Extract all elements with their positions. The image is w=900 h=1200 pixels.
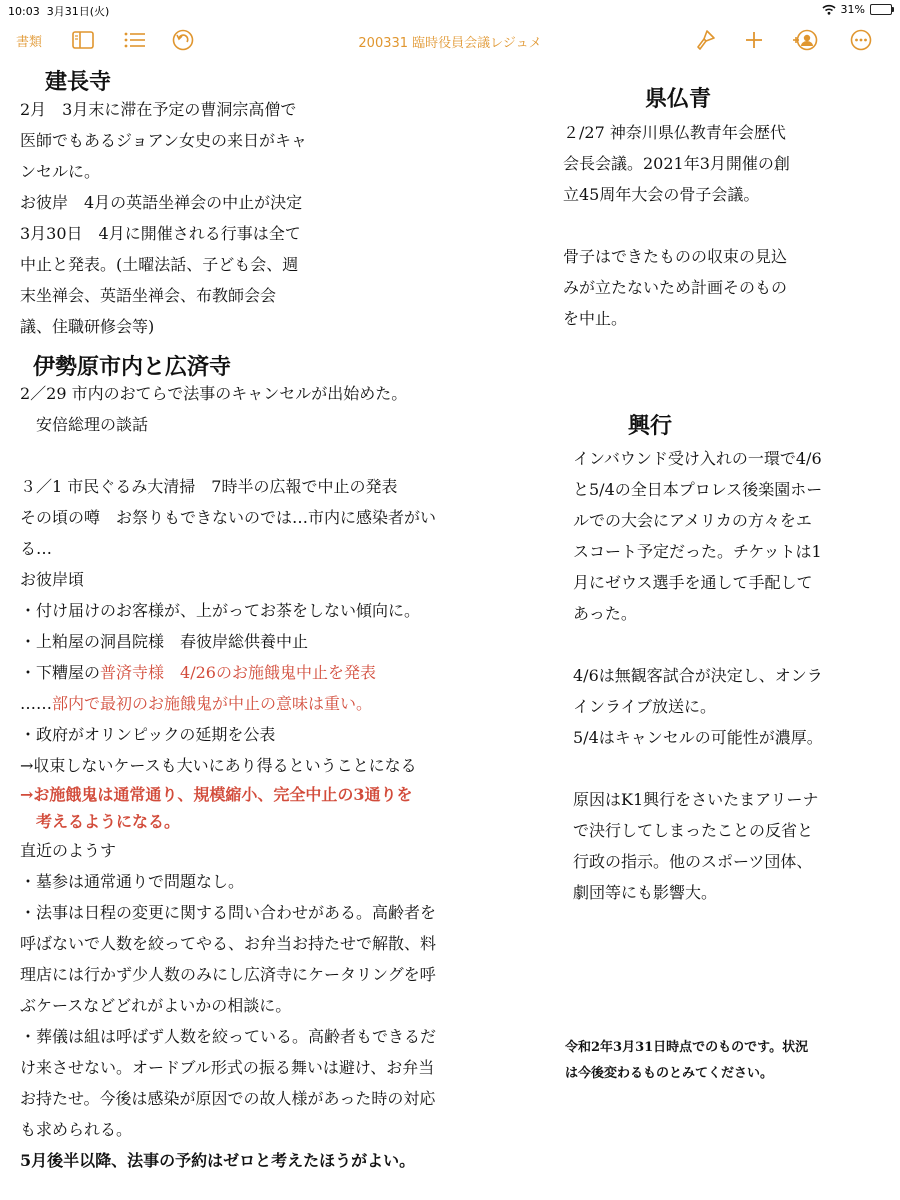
text-line: る… (20, 539, 53, 558)
text-line: ルでの大会にアメリカの方々をエ (573, 511, 812, 530)
isehara-body (20, 378, 436, 1176)
text-line: →収束しないケースも大いにあり得るということになる (20, 756, 417, 775)
document-page[interactable] (0, 60, 900, 1200)
text-line: 月にゼウス選手を通して手配して (573, 573, 813, 592)
blank-line (573, 753, 823, 784)
highlight-red-bold: 考えるようになる。 (20, 812, 181, 831)
kenchoji-body (20, 94, 307, 342)
text-line: け来させない。オードブル形式の振る舞いは避け、お弁当 (20, 1058, 435, 1077)
text-line: ・下糟屋の普済寺様 4/26のお施餓鬼中止を発表 (20, 663, 376, 682)
status-bar (0, 0, 900, 20)
heading-kenbussei: 県仏青 (645, 86, 712, 112)
text-line: 2／29 市内のおてらで法事のキャンセルが出始めた。 (20, 384, 408, 403)
text-line: 末坐禅会、英語坐禅会、布教師会会 (20, 286, 277, 305)
text-line: 劇団等にも影響大。 (573, 883, 718, 902)
text-line: ・墓参は通常通りで問題なし。 (20, 872, 245, 891)
text-line: 原因はK1興行をさいたまアリーナ (573, 790, 819, 809)
text-line: 立45周年大会の骨子会議。 (563, 185, 760, 204)
blank-line (573, 629, 823, 660)
text-line: あった。 (573, 604, 637, 623)
blank-line (20, 440, 436, 471)
text-line: は今後変わるものとみてください。 (565, 1066, 774, 1081)
disclaimer-note (565, 1035, 808, 1087)
heading-kogyo: 興行 (628, 413, 673, 439)
text-line: で決行してしまったことの反省と (573, 821, 814, 840)
heading-kenchoji: 建長寺 (45, 69, 112, 95)
text-line: 会長会議。2021年3月開催の創 (563, 154, 790, 173)
text-line: その頃の噂 お祭りもできないのでは…市内に感染者がい (20, 508, 437, 527)
highlight-red: 部内で最初のお施餓鬼が中止の意味は重い。 (52, 694, 373, 713)
document-title: 200331 臨時役員会議レジュメ (358, 36, 542, 51)
text-line: ぶケースなどどれがよいかの相談に。 (20, 996, 292, 1015)
add-icon[interactable] (744, 28, 764, 52)
text-line: お彼岸 4月の英語坐禅会の中止が決定 (20, 193, 303, 212)
highlight-red-bold: →お施餓鬼は通常通り、規模縮小、完全中止の3通りを (20, 785, 413, 804)
heading-isehara: 伊勢原市内と広済寺 (33, 354, 232, 380)
text-line: 5/4はキャンセルの可能性が濃厚。 (573, 728, 823, 747)
text-line: を中止。 (563, 309, 628, 328)
status-time: 10:03 3月31日(火) (8, 5, 110, 18)
highlight-red: 普済寺様 4/26のお施餓鬼中止を発表 (100, 663, 376, 682)
text-line: 直近のようす (20, 841, 117, 860)
battery-percent: 31% (840, 3, 865, 16)
toolbar (0, 22, 900, 58)
text-line: 理店には行かず少人数のみにし広済寺にケータリングを呼 (20, 965, 436, 984)
text-line: 3月30日 4月に開催される行事は全て (20, 224, 301, 243)
text-line: 呼ばないで人数を絞ってやる、お弁当お持たせで解散、料 (20, 934, 437, 953)
text-line: ３／1 市民ぐるみ大清掃 7時半の広報で中止の発表 (20, 477, 398, 496)
collaborate-icon[interactable] (792, 28, 818, 52)
text-line: インバウンド受け入れの一環で4/6 (573, 449, 822, 468)
text-line: 安倍総理の談話 (20, 415, 149, 434)
text-line: 行政の指示。他のスポーツ団体、 (573, 852, 813, 871)
text-line: 4/6は無観客試合が決定し、オンラ (573, 666, 823, 685)
kenbussei-body (563, 117, 790, 334)
text-line: ２/27 神奈川県仏教青年会歴代 (563, 123, 786, 142)
text-line: ・付け届けのお客様が、上がってお茶をしない傾向に。 (20, 601, 421, 620)
more-icon[interactable] (850, 28, 872, 52)
bold-conclusion: 5月後半以降、法事の予約はゼロと考えたほうがよい。 (20, 1151, 416, 1170)
text-line: も求められる。 (20, 1120, 133, 1139)
text-line: ンセルに。 (20, 162, 101, 181)
text-line: みが立たないため計画そのもの (563, 278, 788, 297)
text-line: 中止と発表。(土曜法話、子ども会、週 (20, 255, 299, 274)
wifi-icon (822, 4, 836, 15)
text-line: 医師でもあるジョアン女史の来日がキャ (20, 131, 308, 150)
battery-icon (870, 4, 892, 15)
text-line: 議、住職研修会等) (20, 317, 155, 336)
text-line: ・政府がオリンピックの延期を公表 (20, 725, 276, 744)
text-line: ・葬儀は組は呼ばず人数を絞っている。高齢者もできるだ (20, 1027, 437, 1046)
kogyo-body (573, 443, 823, 908)
text-line: 2月 3月末に滞在予定の曹洞宗高僧で (20, 100, 297, 119)
text-line: ・上粕屋の洞昌院様 春彼岸総供養中止 (20, 632, 309, 651)
text-line: スコート予定だった。チケットは1 (573, 542, 822, 561)
text-line: ……部内で最初のお施餓鬼が中止の意味は重い。 (20, 694, 373, 713)
format-brush-icon[interactable] (694, 28, 716, 52)
text-line: 令和2年3月31日時点でのものです。状況 (565, 1040, 809, 1055)
status-date: 3月31日(火) (46, 5, 110, 18)
text-line: と5/4の全日本プロレス後楽園ホー (573, 480, 823, 499)
text-line: インライブ放送に。 (573, 697, 717, 716)
blank-line (563, 210, 790, 241)
text-line: お彼岸頃 (20, 570, 85, 589)
text-line: お持たせ。今後は感染が原因での故人様があった時の対応 (20, 1089, 436, 1108)
documents-button[interactable]: 書類 (16, 34, 43, 50)
text-line: 骨子はできたものの収束の見込 (563, 247, 788, 266)
text-line: ・法事は日程の変更に関する問い合わせがある。高齢者を (20, 903, 437, 922)
